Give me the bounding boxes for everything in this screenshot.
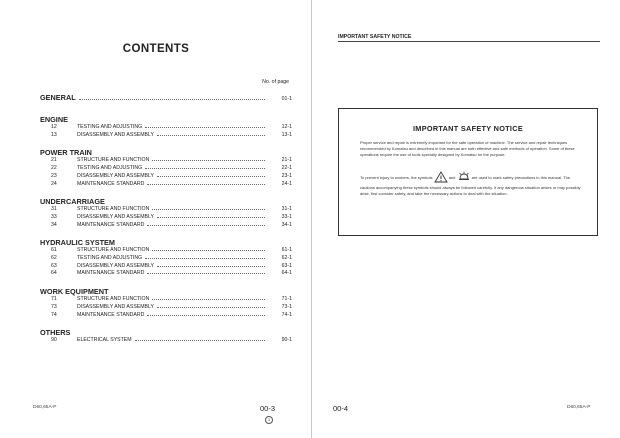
- toc-entry[interactable]: [40, 181, 292, 189]
- contents-title: CONTENTS: [122, 43, 190, 55]
- toc-entry[interactable]: [40, 296, 292, 304]
- toc-entry-title: TESTING AND ADJUSTING: [77, 165, 143, 172]
- toc-entry-number: 24: [51, 180, 57, 187]
- safety-paragraph-2-end: are used to mark safety precautions in this manual. The cautions accompanying these symbols should always be followed carefully. If any dangerous situation arises or may possibly arise, first consider safety, and take the necessary actions to deal with the situation.: [360, 175, 581, 196]
- toc-entry-page: 23-1: [281, 172, 292, 179]
- toc-section-title: OTHERS: [40, 328, 71, 338]
- toc-entry-title: MAINTENANCE STANDARD: [77, 270, 145, 277]
- toc-entry-number: 22: [51, 165, 57, 172]
- dot-leader: [135, 340, 265, 341]
- safety-paragraph-2-and: and: [448, 175, 456, 181]
- toc-entry-title: STRUCTURE AND FUNCTION: [77, 157, 150, 164]
- toc-entry-page: 62-1: [281, 255, 292, 262]
- toc-entry-title: MAINTENANCE STANDARD: [77, 180, 145, 187]
- toc-entry-number: 31: [51, 206, 57, 213]
- toc-entry-page: 33-1: [281, 213, 292, 220]
- toc-entry-title: DISASSEMBLY AND ASSEMBLY: [77, 213, 154, 220]
- dot-leader: [145, 127, 265, 128]
- footer-code: D60,65A-P: [33, 405, 57, 410]
- dot-leader: [157, 266, 265, 267]
- toc-entry-page: 64-1: [281, 270, 292, 277]
- toc-entry-number: 63: [51, 262, 57, 269]
- toc-entry-title: DISASSEMBLY AND ASSEMBLY: [77, 303, 154, 310]
- toc-section-title: POWER TRAIN: [40, 148, 92, 158]
- dot-leader: [145, 168, 265, 169]
- page-number: 00-4: [333, 404, 349, 413]
- toc-entry-number: 12: [51, 124, 57, 130]
- toc-entry-number: 90: [51, 337, 57, 344]
- toc-entry-page: 21-1: [281, 157, 292, 164]
- toc-general-title: GENERAL: [40, 93, 76, 102]
- toc-entry-page: 31-1: [281, 206, 292, 213]
- safety-paragraph-1: Proper service and repair is extremely important for the safe operation of machine. The service and repair techniques recommended by Komatsu and described in this manual are both effective and safe methods of operation. Some of these operations require the use of tools specially designed by Komatsu for the purpose.: [360, 140, 575, 157]
- toc-entry[interactable]: [40, 165, 292, 173]
- toc-entry-number: 74: [51, 311, 57, 318]
- toc-entry-page: 12-1: [281, 124, 292, 130]
- dot-leader: [157, 307, 265, 308]
- toc-entry[interactable]: [40, 263, 292, 271]
- toc-entry[interactable]: [40, 312, 292, 320]
- toc-entry-number: 62: [51, 255, 57, 262]
- dot-leader: [157, 135, 265, 136]
- toc-section: [40, 328, 292, 345]
- toc-section: [40, 287, 292, 319]
- toc-entry-page: 71-1: [281, 296, 292, 303]
- toc-general-page: 01-1: [281, 96, 292, 102]
- dot-leader: [157, 176, 265, 177]
- toc-section-title: ENGINE: [40, 115, 68, 124]
- toc-entry-number: 64: [51, 270, 57, 277]
- dot-leader: [147, 315, 265, 316]
- toc-entry-title: DISASSEMBLY AND ASSEMBLY: [77, 131, 154, 138]
- toc-entry-number: 33: [51, 213, 57, 220]
- page-number: 00-3: [260, 404, 276, 413]
- toc-entry[interactable]: [40, 304, 292, 312]
- dot-leader: [152, 250, 265, 251]
- toc-entry[interactable]: [40, 270, 292, 278]
- toc-entry-title: TESTING AND ADJUSTING: [77, 255, 143, 262]
- toc-section-title: HYDRAULIC SYSTEM: [40, 238, 115, 248]
- toc-entry[interactable]: [40, 157, 292, 165]
- toc-entry[interactable]: [40, 214, 292, 222]
- footer-code: D60,65A-P: [567, 405, 591, 410]
- toc-entry-page: 63-1: [281, 262, 292, 269]
- toc-entry-number: 71: [51, 296, 57, 303]
- toc-entry-page: 74-1: [281, 311, 292, 318]
- dot-leader: [145, 258, 265, 259]
- dot-leader: [152, 299, 265, 300]
- toc-entry-title: STRUCTURE AND FUNCTION: [77, 206, 150, 213]
- toc-entry-number: 61: [51, 247, 57, 254]
- toc-section: [40, 197, 292, 229]
- toc-entry-number: 34: [51, 221, 57, 228]
- dot-leader: [147, 273, 265, 274]
- dot-leader: [152, 160, 265, 161]
- toc-entry-title: STRUCTURE AND FUNCTION: [77, 247, 150, 254]
- toc-entry[interactable]: [40, 173, 292, 181]
- toc-entry-page: 73-1: [281, 303, 292, 310]
- toc-entry[interactable]: [40, 247, 292, 255]
- toc-entry-title: STRUCTURE AND FUNCTION: [77, 296, 150, 303]
- dot-leader: [152, 209, 265, 210]
- safety-notice-box: [338, 108, 598, 236]
- dot-leader: [157, 217, 265, 218]
- safety-paragraph-2: [360, 171, 582, 197]
- toc-entry[interactable]: [40, 124, 292, 132]
- toc-section: [40, 238, 292, 278]
- toc-entry-page: 90-1: [281, 337, 292, 344]
- toc-entry-number: 21: [51, 157, 57, 164]
- toc-entry[interactable]: [40, 132, 292, 140]
- toc-entry-page: 13-1: [281, 131, 292, 138]
- toc-entry[interactable]: [40, 337, 292, 345]
- toc-entry-number: 13: [51, 131, 57, 138]
- warning-triangle-icon: [434, 171, 448, 185]
- toc-general-row[interactable]: [40, 93, 292, 104]
- running-header: IMPORTANT SAFETY NOTICE: [338, 34, 412, 40]
- no-of-page-label: No. of page: [262, 79, 289, 85]
- toc-entry-title: DISASSEMBLY AND ASSEMBLY: [77, 172, 154, 179]
- toc-entry[interactable]: [40, 255, 292, 263]
- toc-entry-title: MAINTENANCE STANDARD: [77, 311, 145, 318]
- helmet-safety-icon: [457, 171, 471, 185]
- revision-mark: 1: [265, 416, 273, 424]
- toc-entry[interactable]: [40, 206, 292, 214]
- toc-entry-page: 61-1: [281, 247, 292, 254]
- dot-leader: [79, 99, 265, 100]
- toc-entry-title: ELECTRICAL SYSTEM: [77, 337, 132, 344]
- safety-notice-title: IMPORTANT SAFETY NOTICE: [412, 124, 523, 133]
- toc-section: [40, 148, 292, 188]
- toc-section-title: WORK EQUIPMENT: [40, 287, 109, 297]
- toc-entry-number: 23: [51, 172, 57, 179]
- dot-leader: [147, 225, 265, 226]
- safety-paragraph-2-start: To prevent injury to workers, the symbols: [360, 175, 433, 181]
- toc-entry-title: DISASSEMBLY AND ASSEMBLY: [77, 262, 154, 269]
- toc-entry-page: 34-1: [281, 221, 292, 228]
- toc-entry-title: TESTING AND ADJUSTING: [77, 124, 143, 130]
- toc-entry-number: 73: [51, 303, 57, 310]
- header-rule: [338, 41, 600, 42]
- toc-entry-page: 22-1: [281, 165, 292, 172]
- toc-entry-title: MAINTENANCE STANDARD: [77, 221, 145, 228]
- safety-notice-page: [312, 0, 620, 438]
- toc-entry[interactable]: [40, 222, 292, 230]
- dot-leader: [147, 184, 265, 185]
- toc-section: [40, 115, 292, 139]
- table-of-contents: [40, 93, 292, 354]
- toc-section-title: UNDERCARRIAGE: [40, 197, 105, 207]
- toc-entry-page: 24-1: [281, 180, 292, 187]
